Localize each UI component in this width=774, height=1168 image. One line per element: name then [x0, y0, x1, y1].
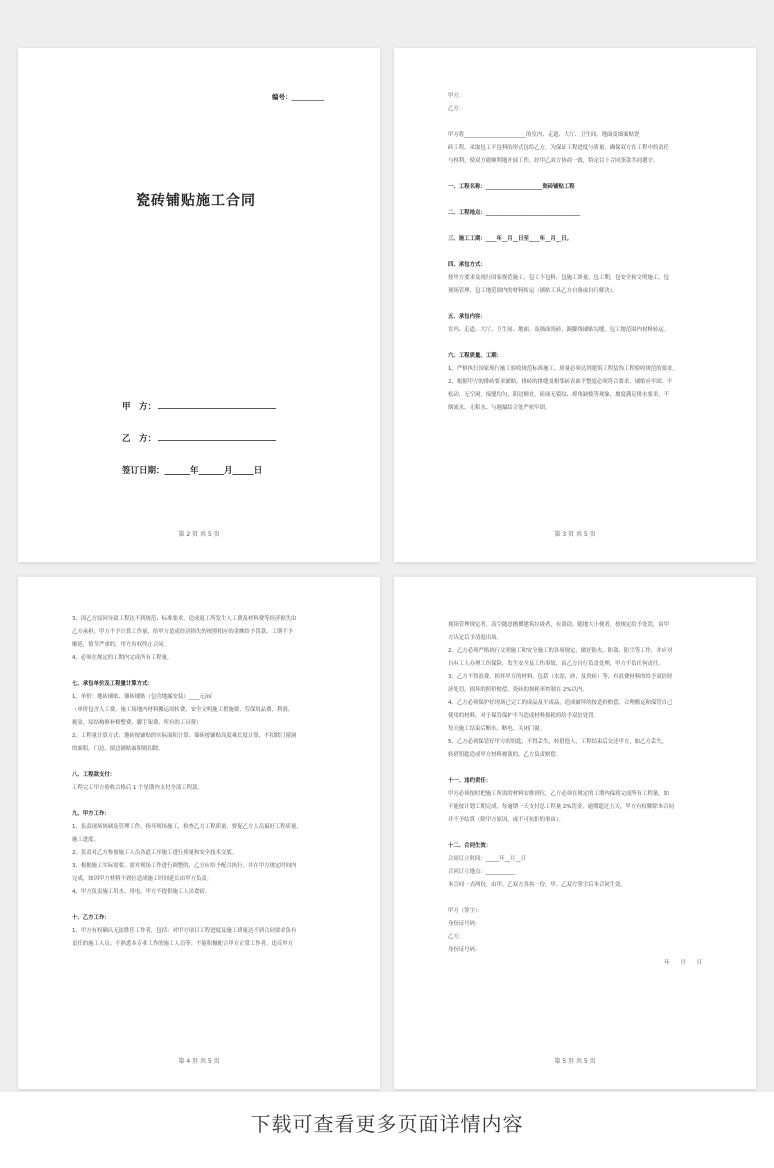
- text-line: 3、乙方不得浪费、损坏甲方的材料，包括（水泥、砂、及瓷砖）等，有浪费材料的给予双倍经: [448, 674, 673, 680]
- text-line: 甲方必须按时把施工所需的材料安排到位，乙方必须在规定的工期内保质完成所有工程量，如: [448, 791, 670, 797]
- text-line: 现场管理规定者，高空随意抛掷建筑垃圾者，有盗窃、随地大小便者，按规定给予处罚，由甲: [448, 622, 670, 628]
- text-line: 转借钥匙造成甲方材料被盗的，乙方负责赔偿。: [448, 752, 562, 758]
- text-line: 乙方承担；甲方不予计算工作量，给甲方造成经济损失的按照相应的金额给予罚款，工期不予: [72, 629, 294, 635]
- page-5-body: [448, 619, 702, 970]
- text-line: 1、甲方有权确认无法胜任工作者，包括：对甲方项目工程进度及施工质量达不到合同要求负有: [72, 928, 297, 934]
- party-a-row: [122, 400, 276, 412]
- text-line: 乙方：: [448, 106, 465, 112]
- text-line: 5、乙方必须保管好甲方的钥匙，不得丢失，转借他人，工程结束后交还甲方，如乙方丢失，: [448, 739, 668, 745]
- party-b-row: [122, 432, 276, 444]
- page-number: 第 2 页 共 5 页: [178, 531, 220, 538]
- text-line: 并不予结算（除甲方原因，或不可抗拒的事由）。: [448, 817, 564, 823]
- text-line: 乙方：: [448, 934, 465, 940]
- text-line: 甲方将_______________________的室内、走道、大厅、卫生间、地面及墙面贴瓷: [448, 132, 640, 138]
- text-line: 的面积，门边、窗边铺贴面积则扣除。: [72, 746, 164, 752]
- text-line: 合同订立时间：_____年__月__日: [448, 856, 527, 862]
- text-line: 不能按计划工期完成，每逾期一天支付总工程量 2%罚金，逾期超过五天，甲方有权解除本合同: [448, 804, 674, 810]
- contract-page-3: [394, 48, 756, 562]
- signature-date: 年 月 日: [664, 960, 702, 966]
- text-line: 按甲方要求及现行国家规范施工，包工不包料，包施工质量，包工期，包安全和文明施工、包: [448, 275, 670, 281]
- text-line: 合同订立地点：___________: [448, 869, 516, 875]
- text-line: （单价包含人工费、施工场地内材料搬运周转费、安全文明施工措施费、劳保用品费、利润、: [72, 707, 294, 713]
- section-heading: 七、承包单价及工程量计算方式：: [72, 681, 153, 687]
- party-a-label: 甲 方：: [122, 402, 157, 412]
- section-heading: 八、工程款支付：: [72, 772, 116, 778]
- section-heading: 十、乙方工作：: [72, 915, 110, 921]
- text-line: 自有工人办理工伤保险，发生安全及工伤事故，由乙方自行负责处理，甲方不负任何责任。: [448, 661, 664, 667]
- text-line: 室内、走道、大厅、卫生间、地面、及墙面瓷砖、踢脚线铺贴勾缝、包工地范围内材料转运。: [448, 327, 670, 333]
- section-heading: 九、甲方工作：: [72, 811, 110, 817]
- page-number: 第 5 页 共 5 页: [554, 1058, 596, 1065]
- page-number: 第 4 页 共 5 页: [178, 1058, 220, 1065]
- sign-date-row: 签订日期：______年______月_____日: [122, 466, 263, 476]
- section-heading: 二、工程地点：___________________________________: [448, 210, 581, 216]
- text-line: 4、必须在规定的工期内完成所有工程量。: [72, 655, 173, 661]
- text-line: 甲方（签字）：: [448, 908, 484, 914]
- text-line: 身份证号码：: [448, 947, 481, 953]
- contract-title: 瓷砖铺贴施工合同: [136, 193, 256, 209]
- text-line: 2、工程量计算方式：地砖按铺贴的实际面积计算；墙砖按铺贴高度乘长度计算，不扣除门窗洞: [72, 733, 297, 739]
- text-line: 4、乙方必须保护好现场已完工的成品及半成品，造成破坏的按造价赔偿，合理搬运和保管自己: [448, 700, 673, 706]
- section-heading: 一、工程名称：_____________________瓷砖铺贴工程: [448, 184, 575, 190]
- text-line: 倒流水、无积水、与地漏结合处严密牢固。: [448, 405, 551, 411]
- text-line: 济处罚，损坏的照价赔偿，瓷砖的损耗率控制在 2%以内。: [448, 687, 588, 693]
- party-b-label: 乙 方：: [122, 434, 157, 444]
- party-b-line: [158, 440, 276, 441]
- text-line: 甲方：: [448, 93, 465, 99]
- party-a-line: [158, 408, 276, 409]
- text-line: 2、乙方必须严格执行文明施工和安全施工的各项规定，做好防火、防盗、防尘等工作，并应对: [448, 648, 673, 654]
- download-more-text[interactable]: 下载可查看更多页面详情内容: [250, 1112, 524, 1136]
- section-heading: 六、工程质量、工期：: [448, 353, 502, 359]
- text-line: 4、甲方负责施工用水、用电，甲方不提供施工人员食宿。: [72, 889, 211, 895]
- text-line: 松动、无空洞，接缝均匀，阴边顺直，砖面无裂纹、掉角缺棱等现象，坡度满足排水要求，不: [448, 392, 670, 398]
- text-line: 使用的材料，对于保管保护不当造成材料损耗的给予双倍处罚。: [448, 713, 599, 719]
- page-number: 第 3 页 共 5 页: [554, 531, 596, 538]
- contract-page-5: [394, 577, 756, 1089]
- text-line: 施工进度。: [72, 837, 99, 843]
- text-line: 身份证号码：: [448, 921, 481, 927]
- page-3-body: [448, 90, 702, 415]
- text-line: 2、负责对乙方参加施工人员各道工序施工进行质量和安全技术交底。: [72, 850, 238, 856]
- contract-page-4: [18, 577, 380, 1089]
- text-line: 1、单价：地砖铺贴、墙砖铺贴（包含地漏安装）____元/㎡: [72, 694, 213, 700]
- text-line: 完成，如因甲方材料不到位造成施工时间延长由甲方负责。: [72, 876, 213, 882]
- section-heading: 三、施工工期：____年__月__日至____年__月__日。: [448, 236, 572, 242]
- text-line: 顺延，情节严重的，甲方有权终止合同。: [72, 642, 170, 648]
- section-heading: 十二、合同生效：: [448, 843, 492, 849]
- section-heading: 四、承包方式：: [448, 262, 486, 268]
- text-line: 2、根据甲方的排砖要求铺贴，排砖的排缝及相邻砖表面平整度必须符合要求，铺贴应牢固、不: [448, 379, 673, 385]
- text-line: 1、负责现场协调及管理工作，指导现场施工，检查乙方工程质量，督促乙方人员搞好工程质量、: [72, 824, 302, 830]
- text-line: 砖工程，采取包工不包料的形式包给乙方。为保证工程进度与质量，确保双方在工程中的责任: [448, 145, 670, 151]
- text-line: 责任的施工人员；不熟悉本专业工作的施工人员等；不能积极配合甲方正常工作者，违反甲方: [72, 941, 294, 947]
- text-line: 1、严格执行国家现行施工验收规范标准施工，质量必须达到建筑工程装饰工程验收规范的要求。: [448, 366, 678, 372]
- text-line: 本合同一式两份，由甲、乙双方各执一份，甲、乙双方签字后本合同生效。: [448, 882, 626, 888]
- text-line: 与权利，使双方能顺利地开展工作，经甲乙双方协商一致，特定以下合同条款共同遵守。: [448, 158, 659, 164]
- text-line: 税金、原结构修补修整费、脚手架费、所有的工具费）: [72, 720, 202, 726]
- text-line: 工程完工甲方验收合格后 1 个星期内支付全部工程款。: [72, 785, 203, 791]
- text-line: 方认定后予清退出场。: [448, 635, 502, 641]
- text-line: 3、因乙方原因导致工程达不到规范、标准要求，造成返工所发生人工费及材料费等经济损失由: [72, 616, 297, 622]
- section-heading: 十一、违约责任：: [448, 778, 492, 784]
- page-4-body: [72, 613, 326, 951]
- text-line: 3、根据施工实际需要，需对现场工作进行调整的，乙方应给予配合执行，并在甲方规定时间内: [72, 863, 297, 869]
- section-heading: 五、承包内容：: [448, 314, 486, 320]
- text-line: 每天施工结束后断水、断电、关闭门窗。: [448, 726, 546, 732]
- contract-number-label: 编号：__________: [272, 93, 324, 101]
- text-line: 现场管理、包工地范围内的材料转运（铺贴工具乙方自备或自行解决）。: [448, 288, 618, 294]
- contract-page-2: [18, 48, 380, 562]
